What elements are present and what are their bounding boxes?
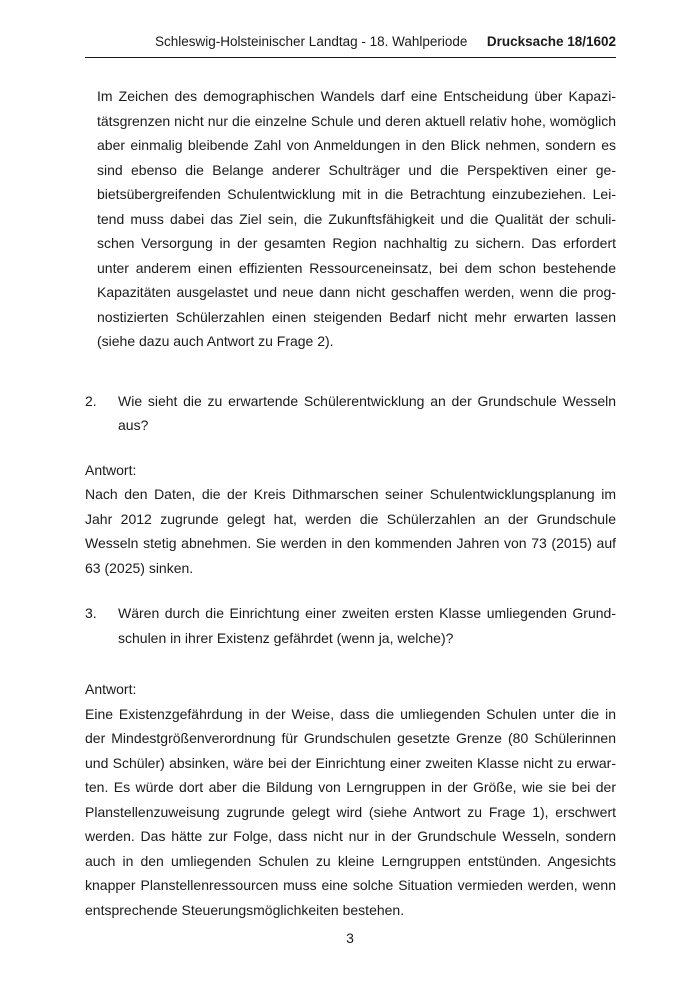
question-2-number: 2. [85, 392, 97, 409]
page-number: 3 [346, 930, 354, 946]
question-3-text: Wären durch die Einrichtung einer zweiten ersten Klasse umliegenden Grundschulen in ihrer Existenz gefährdet (wenn ja, welche)? [118, 605, 616, 646]
question-3 [85, 601, 616, 650]
answer-3-block [85, 677, 616, 922]
header-right-document-number: Drucksache 18/1602 [486, 34, 616, 49]
answer-2-block [85, 458, 616, 581]
paragraph-capacity-planning: Im Zeichen des demographischen Wandels darf eine Entscheidung über Kapazitätsgrenzen nicht nur die einzelne Schule und deren aktuell relativ hohe, womöglich aber einmalig bleibende Zahl von Anmeldungen in den Blick nehmen, sondern es sind ebenso die Belange anderer Schulträger und die Perspektiven einer gebietsübergreifenden Schulentwicklung mit in die Betrachtung einzubeziehen. Leitend muss dabei das Ziel sein, die Zukunftsfähigkeit und die Qualität der schulischen Versorgung in der gesamten Region nachhaltig zu sichern. Das erfordert unter anderem einen effizienten Ressourceneinsatz, bei dem schon bestehende Kapazitäten ausgelastet und neue dann nicht geschaffen werden, wenn die prognostizierten Schülerzahlen einen steigenden Bedarf nicht mehr erwarten lassen (siehe dazu auch Antwort zu Frage 2). [97, 88, 616, 349]
answer-2-label: Antwort: [85, 461, 137, 478]
answer-2-text: Nach den Daten, die der Kreis Dithmarschen seiner Schulentwicklungsplanung im Jahr 2012 zugrunde gelegt hat, werden die Schülerzahlen an der Grundschule Wesseln stetig abnehmen. Sie werden in den kommenden Jahren von 73 (2015) auf 63 (2025) sinken. [85, 486, 616, 576]
answer-3-text: Eine Existenzgefährdung in der Weise, dass die umliegenden Schulen unter die in der Mindestgrößenverordnung für Grundschulen gesetzte Grenze (80 Schülerinnen und Schüler) absinken, wäre bei der Einrichtung einer zweiten Klasse nicht zu erwarten. Es würde dort aber die Bildung von Lerngruppen in der Größe, wie sie bei der Planstellenzuweisung zugrunde gelegt wird (siehe Antwort zu Frage 1), erschwert werden. Das hätte zur Folge, dass nicht nur in der Grundschule Wesseln, sondern auch in den umliegenden Schulen zu kleine Lerngruppen entstünden. Angesichts knapper Planstellenressourcen muss eine solche Situation vermieden werden, wenn entsprechende Steuerungsmöglichkeiten bestehen. [85, 705, 616, 918]
question-2 [85, 389, 616, 438]
answer-3-label: Antwort: [85, 681, 137, 697]
question-3-number: 3. [85, 605, 97, 621]
header-left-title: Schleswig-Holsteinischer Landtag - 18. Wahlperiode [155, 34, 468, 49]
question-2-text: Wie sieht die zu erwartende Schülerentwicklung an der Grundschule Wesseln aus? [118, 392, 616, 433]
text-column [85, 0, 616, 922]
page-header [85, 0, 616, 58]
